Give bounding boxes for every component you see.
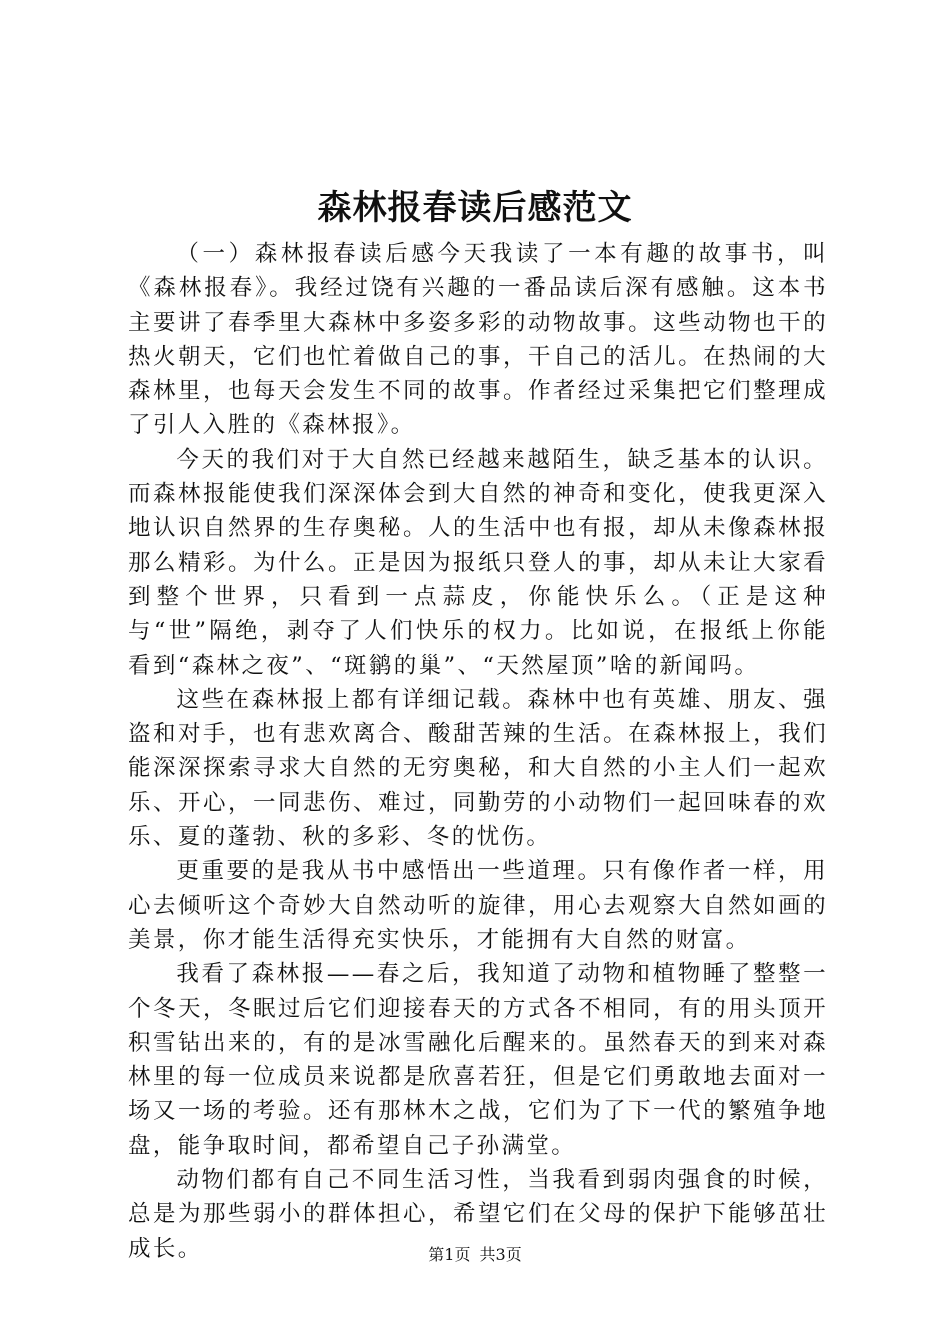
page-footer [0, 1244, 950, 1266]
paragraph-5: 我看了森林报——春之后，我知道了动物和植物睡了整整一个冬天，冬眠过后它们迎接春天的方式各不相同，有的用头顶开积雪钻出来的，有的是冰雪融化后醒来的。虽然春天的到来对森林里的每一位成员来说都是欣喜若狂，但是它们勇敢地去面对一场又一场的考验。还有那林木之战，它们为了下一代的繁殖争地盘，能争取时间，都希望自己子孙满堂。 [128, 961, 828, 1159]
page-number: 第1页 [428, 1245, 471, 1264]
paragraph-1: （一）森林报春读后感今天我读了一本有趣的故事书，叫《森林报春》。我经过饶有兴趣的一番品读后深有感触。这本书主要讲了春季里大森林中多姿多彩的动物故事。这些动物也干的热火朝天，它们也忙着做自己的事，干自己的活儿。在热闹的大森林里，也每天会发生不同的故事。作者经过采集把它们整理成了引人入胜的《森林报》。 [128, 241, 828, 439]
paragraph-6: 动物们都有自己不同生活习性，当我看到弱肉强食的时候，总是为那些弱小的群体担心，希望它们在父母的保护下能够茁壮成长。 [128, 1167, 828, 1262]
paragraph-4: 更重要的是我从书中感悟出一些道理。只有像作者一样，用心去倾听这个奇妙大自然动听的旋律，用心去观察大自然如画的美景，你才能生活得充实快乐，才能拥有大自然的财富。 [128, 858, 828, 953]
document-title: 森林报春读后感范文 [317, 188, 633, 228]
page-total: 共3页 [479, 1245, 522, 1264]
paragraph-2: 今天的我们对于大自然已经越来越陌生，缺乏基本的认识。而森林报能使我们深深体会到大自然的神奇和变化，使我更深入地认识自然界的生存奥秘。人的生活中也有报，却从未像森林报那么精彩。为什么。正是因为报纸只登人的事，却从未让大家看到整个世界，只看到一点蒜皮，你能快乐么。（正是这种与“世”隔绝，剥夺了人们快乐的权力。比如说，在报纸上你能看到“森林之夜”、“斑鹟的巢”、“天然屋顶”啥的新闻吗。 [128, 446, 828, 679]
document-body [128, 237, 828, 1266]
paragraph-3: 这些在森林报上都有详细记载。森林中也有英雄、朋友、强盗和对手，也有悲欢离合、酸甜苦辣的生活。在森林报上，我们能深深探索寻求大自然的无穷奥秘，和大自然的小主人们一起欢乐、开心，一同悲伤、难过，同勤劳的小动物们一起回味春的欢乐、夏的蓬勃、秋的多彩、冬的忧伤。 [128, 686, 828, 851]
